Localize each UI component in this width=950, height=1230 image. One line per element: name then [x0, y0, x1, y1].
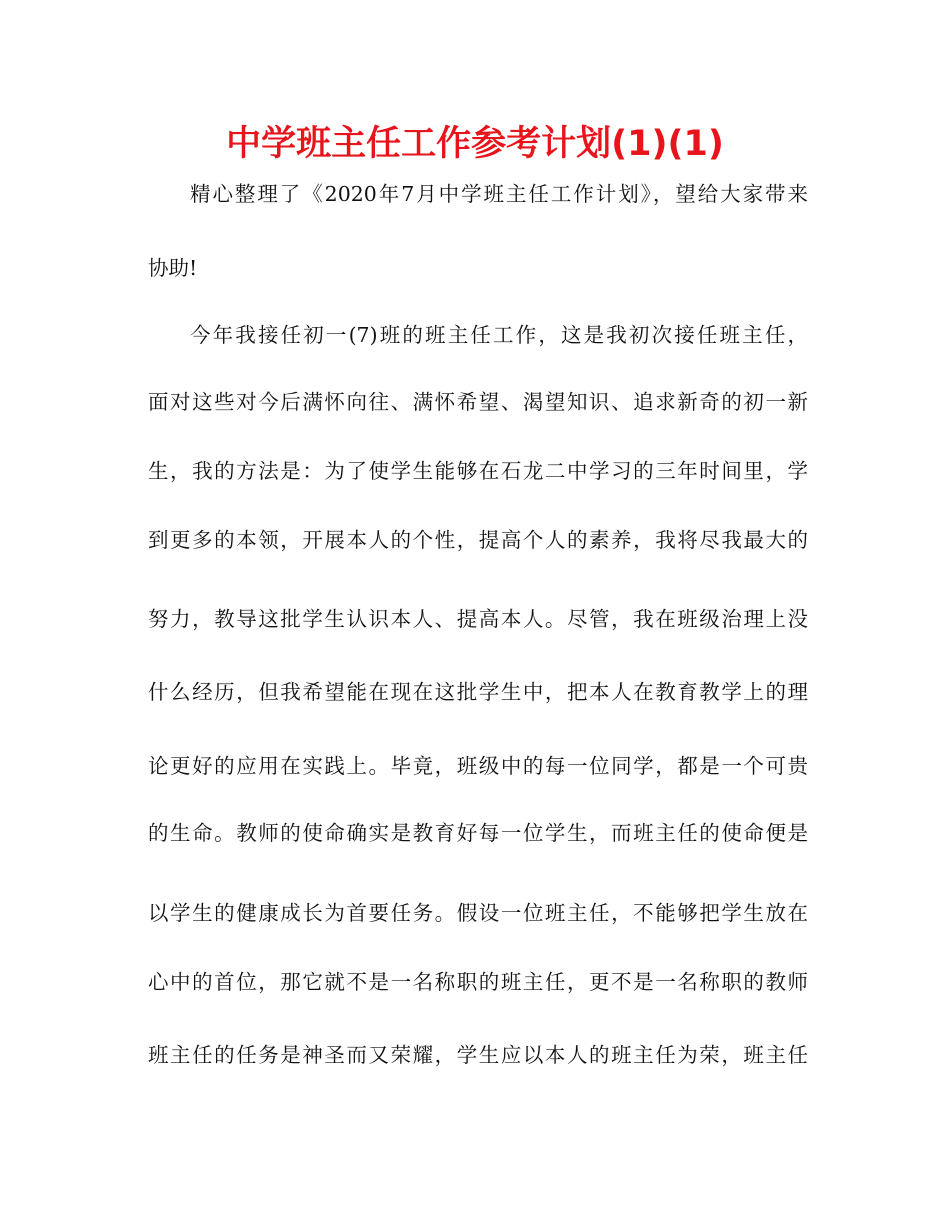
paragraph-line: 生，我的方法是：为了使学生能够在石龙二中学习的三年时间里，学	[148, 459, 808, 483]
paragraph-line: 的生命。教师的使命确实是教育好每一位学生，而班主任的使命便是	[148, 821, 808, 845]
paragraph-line: 今年我接任初一(7)班的班主任工作，这是我初次接任班主任，	[190, 323, 808, 347]
paragraph-line: 班主任的任务是神圣而又荣耀，学生应以本人的班主任为荣，班主任	[148, 1043, 808, 1067]
paragraph-line: 论更好的应用在实践上。毕竟，班级中的每一位同学，都是一个可贵	[148, 754, 808, 778]
paragraph-line: 面对这些对今后满怀向往、满怀希望、渴望知识、追求新奇的初一新	[148, 390, 808, 414]
paragraph-line: 什么经历，但我希望能在现在这批学生中，把本人在教育教学上的理	[148, 680, 808, 704]
document-title: 中学班主任工作参考计划(1)(1)	[226, 124, 724, 164]
paragraph-line: 心中的首位，那它就不是一名称职的班主任，更不是一名称职的教师	[148, 970, 808, 994]
paragraph-line: 以学生的健康成长为首要任务。假设一位班主任，不能够把学生放在	[148, 901, 808, 925]
paragraph-line: 协助!	[148, 256, 198, 280]
paragraph-line: 努力，教导这批学生认识本人、提高本人。尽管，我在班级治理上没	[148, 607, 808, 631]
paragraph-line: 到更多的本领，开展本人的个性，提高个人的素养，我将尽我最大的	[148, 528, 808, 552]
paragraph-line: 精心整理了《2020年7月中学班主任工作计划》，望给大家带来	[190, 182, 808, 206]
